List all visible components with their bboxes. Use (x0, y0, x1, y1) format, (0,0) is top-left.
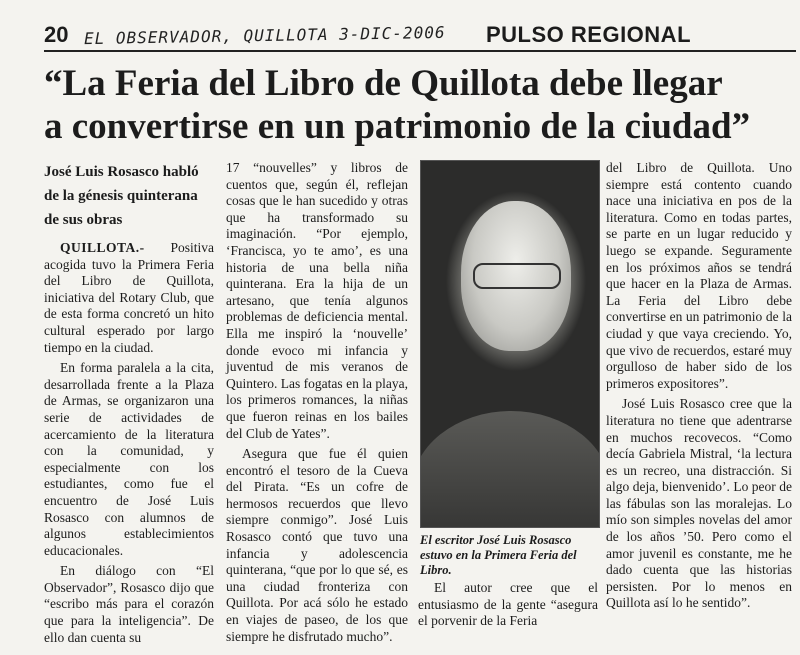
dateline: QUILLOTA.- (60, 240, 145, 255)
paragraph: En diálogo con “El Observador”, Rosasco dijo que “escribo más para el corazón que para la inteligencia”. De ello dan cuenta su (44, 563, 214, 645)
subhead: José Luis Rosasco habló de la génesis quinterana de sus obras (44, 164, 199, 228)
section-title: PULSO REGIONAL (486, 22, 692, 47)
column-1 (44, 240, 214, 650)
headline-line-1: “La Feria del Libro de Quillota debe llegar (44, 63, 723, 104)
paragraph: 17 “nouvelles” y libros de cuentos que, según él, reflejan cosas que le han sucedido y otras que ha transformado su imaginación. “Por ejemplo, ‘Francisca, yo te amo’, es una historia de una bella niña quinterana. Era la hija de un artesano, que tenía algunos problemas de deficiencia mental. Ella me inspiró la ‘nouvelle’ donde evoco mi infancia y juventud de mis veranos de Quintero. Las fogatas en la playa, los primeros romances, la niñas que fueron reinas en los bailes del Club de Yates”. (226, 160, 408, 441)
paragraph: Asegura que fue él quien encontró el tesoro de la Cueva del Pirata. “Es un cofre de hermosos recuerdos que llevo siempre conmigo”. José Luis Rosasco contó que tuvo una infancia y adolescencia quinterana, “que por lo que sé, es una ciudad fronteriza con Quillota. Por acá sólo he estado en viajes de paseo, de los que siempre he disfrutado mucho”. (226, 446, 408, 644)
author-photo (420, 160, 600, 528)
column-3 (418, 580, 598, 634)
paragraph (44, 240, 214, 356)
paragraph: del Libro de Quillota. Uno siempre está contento cuando nace una iniciativa en pos de la literatura. Como en todas partes, se parte en un lugar reducido y luego se expande. Seguramente en los próximos años se tendrá que hacer en la Plaza de Armas. La Feria del Libro debe convertirse en un patrimonio de la ciudad y que vaya creciendo. Yo, que vivo de recuerdos, estaré muy orgulloso de haber sido de los primeros expositores”. (606, 160, 792, 391)
paragraph: En forma paralela a la cita, desarrollada frente a la Plaza de Armas, se organizaron una serie de actividades de acercamiento de la literatura con la comunidad, y especialmente con los estudiantes, como fue el encuentro de José Luis Rosasco con alumnos de algunos establecimientos educacionales. (44, 360, 214, 558)
column-4 (606, 160, 792, 616)
paragraph-text: Positiva acogida tuvo la Primera Feria del Libro de Quillota, iniciativa del Rotary Club, que de esta forma concretó un hito cultural esperado por largo tiempo en la ciudad. (44, 240, 214, 355)
photo-caption: El escritor José Luis Rosasco estuvo en la Primera Feria del Libro. (420, 533, 577, 577)
paragraph: El autor cree que el entusiasmo de la gente “asegura el porvenir de la Feria (418, 580, 598, 629)
header-rule (44, 50, 796, 52)
paragraph: José Luis Rosasco cree que la literatura no tiene que adentrarse en muchos recovecos. “Como decía Gabriela Mistral, ‘la lectura es un recreo, una distracción. Si algo deja, bienvenido’. Lo peor de las fábulas son las moralejas. Lo mío son simples novelas del amor de los años ’50. Pero como el amor juvenil es constante, me he dado cuenta que las historias persisten. Por lo menos en Quillota así lo he sentido”. (606, 396, 792, 611)
page-number: 20 (44, 22, 69, 47)
photo-glasses (473, 263, 561, 289)
handwritten-date-note: EL OBSERVADOR, QUILLOTA 3-DIC-2006 (83, 22, 446, 49)
photo-shoulders (420, 411, 600, 528)
headline-line-2: a convertirse en un patrimonio de la ciudad” (44, 106, 751, 147)
headline (44, 62, 796, 148)
column-2 (226, 160, 408, 649)
